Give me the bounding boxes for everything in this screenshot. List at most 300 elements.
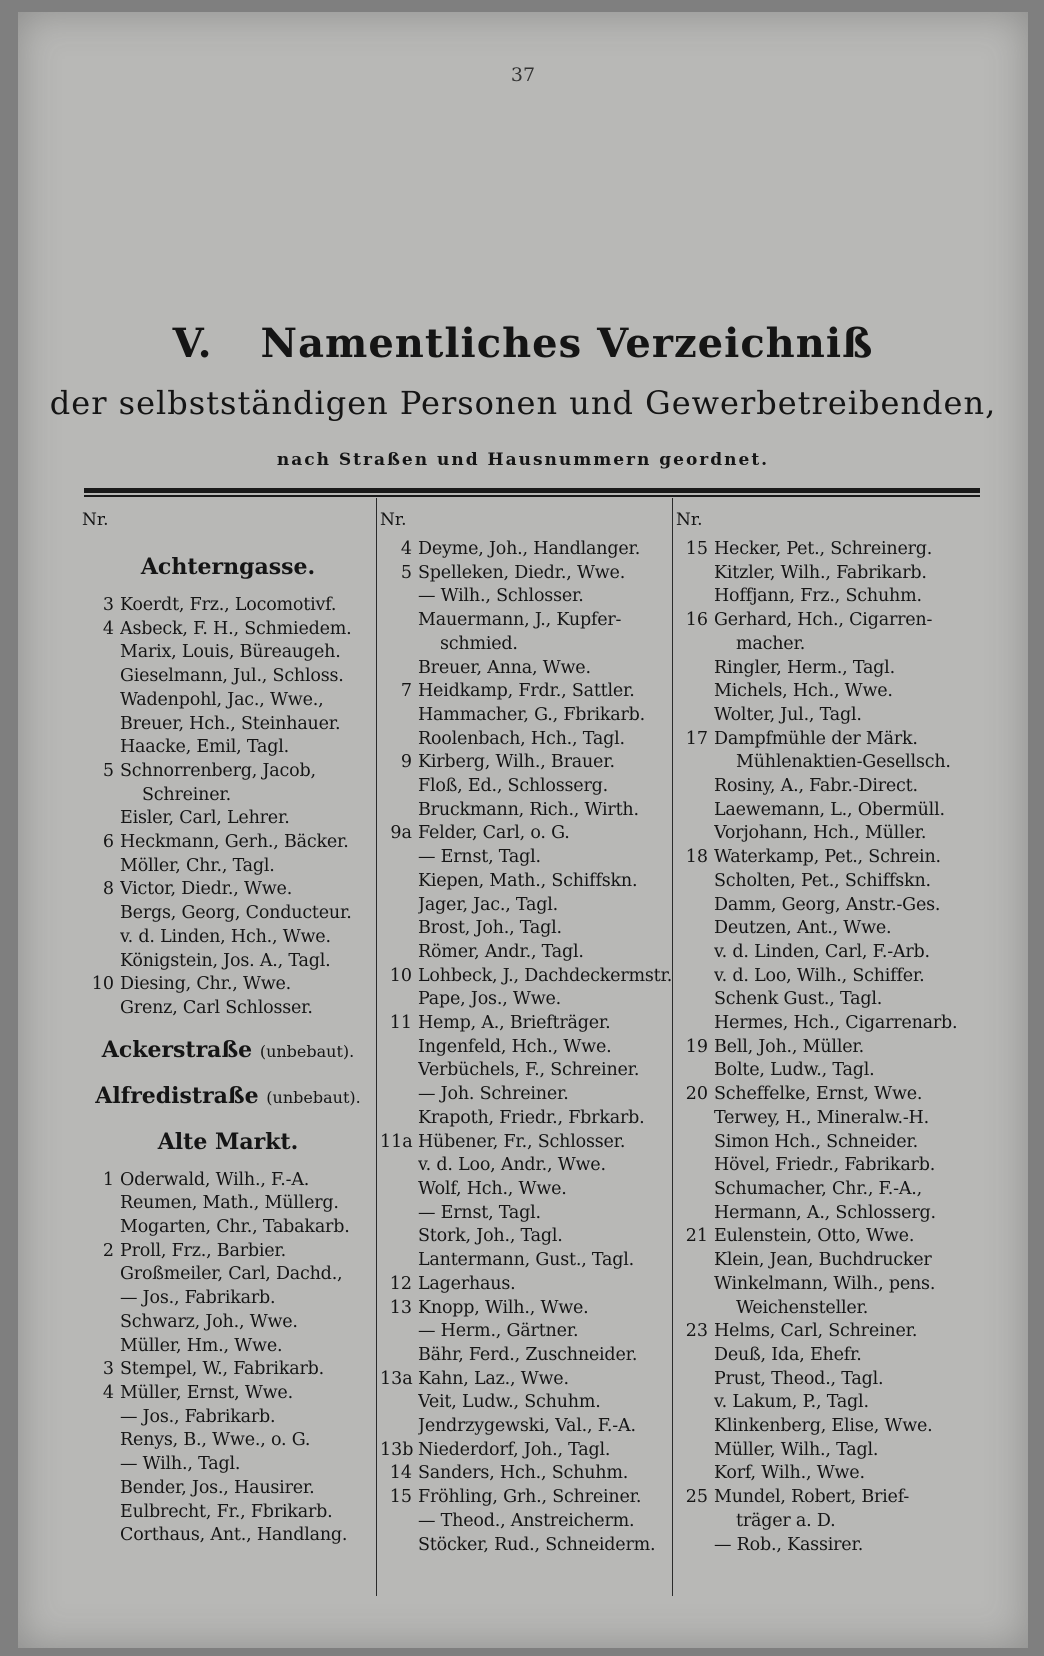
entry-text: Hermes, Hch., Cigarrenarb. bbox=[714, 1013, 958, 1034]
section-title-text: Namentliches Verzeichniß bbox=[260, 320, 874, 367]
house-number bbox=[380, 1534, 418, 1558]
house-number bbox=[82, 855, 120, 879]
directory-entry bbox=[82, 855, 374, 879]
house-number bbox=[676, 1059, 714, 1083]
house-number bbox=[380, 1415, 418, 1439]
column-3 bbox=[676, 508, 968, 1557]
directory-entry bbox=[82, 1169, 374, 1193]
house-number bbox=[82, 1406, 120, 1430]
directory-entry bbox=[380, 1154, 672, 1178]
directory-entry bbox=[676, 704, 968, 728]
column-divider bbox=[672, 498, 673, 1596]
entry-text: v. d. Linden, Carl, F.-Arb. bbox=[714, 941, 930, 962]
house-number bbox=[676, 1415, 714, 1439]
entry-text: Proll, Frz., Barbier. bbox=[120, 1240, 287, 1261]
house-number bbox=[380, 1510, 418, 1534]
house-number bbox=[82, 1263, 120, 1287]
directory-entry bbox=[82, 807, 374, 831]
directory-entry bbox=[676, 1249, 968, 1273]
house-number bbox=[82, 926, 120, 950]
house-number bbox=[676, 941, 714, 965]
directory-entry bbox=[380, 1344, 672, 1368]
house-number: 19 bbox=[685, 1036, 708, 1057]
entry-continuation bbox=[82, 784, 374, 808]
column-header: Nr. bbox=[676, 510, 703, 530]
house-number bbox=[380, 704, 418, 728]
entry-text: — Wilh., Schlosser. bbox=[418, 586, 584, 607]
entry-text: — Theod., Anstreicherm. bbox=[418, 1510, 635, 1531]
entry-text: — Joh. Schreiner. bbox=[418, 1084, 569, 1105]
house-number bbox=[380, 1107, 418, 1131]
entry-text: Schumacher, Chr., F.-A., bbox=[714, 1178, 923, 1199]
directory-entry bbox=[676, 941, 968, 965]
house-number: 12 bbox=[389, 1273, 412, 1294]
section-numeral: V. bbox=[172, 320, 213, 367]
directory-entry bbox=[676, 870, 968, 894]
entry-text: Römer, Andr., Tagl. bbox=[418, 941, 584, 962]
house-number: 13 bbox=[389, 1297, 412, 1318]
entry-text: Verbüchels, F., Schreiner. bbox=[418, 1060, 640, 1081]
entry-text: Hemp, A., Briefträger. bbox=[418, 1013, 611, 1034]
entry-text: Mühlenaktien-Gesellsch. bbox=[736, 752, 951, 773]
entry-text: Deutzen, Ant., Wwe. bbox=[714, 918, 892, 939]
house-number bbox=[676, 799, 714, 823]
house-number bbox=[380, 988, 418, 1012]
entry-text: Müller, Ernst, Wwe. bbox=[120, 1382, 293, 1403]
house-number bbox=[676, 870, 714, 894]
entry-text: v. d. Linden, Hch., Wwe. bbox=[120, 926, 331, 947]
directory-entry bbox=[82, 1477, 374, 1501]
entry-text: Scholten, Pet., Schiffskn. bbox=[714, 870, 931, 891]
entry-text: Deuß, Ida, Ehefr. bbox=[714, 1344, 862, 1365]
directory-entry bbox=[380, 1131, 672, 1155]
directory-entry bbox=[676, 1273, 968, 1297]
entry-text: Gieselmann, Jul., Schloss. bbox=[120, 666, 344, 687]
directory-entry bbox=[380, 870, 672, 894]
directory-entry bbox=[380, 775, 672, 799]
house-number bbox=[380, 585, 418, 609]
house-number bbox=[380, 657, 418, 681]
entry-text: Deyme, Joh., Handlanger. bbox=[418, 539, 641, 559]
directory-entry bbox=[380, 799, 672, 823]
entry-text: Stork, Joh., Tagl. bbox=[418, 1226, 563, 1247]
directory-entry bbox=[676, 894, 968, 918]
house-number: 4 bbox=[102, 618, 114, 639]
directory-entry bbox=[676, 1225, 968, 1249]
directory-entry bbox=[676, 585, 968, 609]
entry-text: — Jos., Fabrikarb. bbox=[120, 1406, 276, 1427]
house-number bbox=[380, 941, 418, 965]
house-number: 4 bbox=[400, 539, 412, 559]
entry-text: Dampfmühle der Märk. bbox=[714, 728, 918, 749]
entry-text: Hübener, Fr., Schlosser. bbox=[418, 1131, 626, 1152]
page-number: 37 bbox=[510, 64, 536, 86]
house-number bbox=[380, 633, 418, 657]
house-number: 13a bbox=[380, 1368, 413, 1389]
entry-continuation bbox=[676, 1510, 968, 1534]
house-number bbox=[82, 902, 120, 926]
entry-text: Felder, Carl, o. G. bbox=[418, 823, 570, 844]
house-number: 17 bbox=[685, 728, 708, 749]
entry-text: Wolter, Jul., Tagl. bbox=[714, 704, 862, 725]
directory-entry bbox=[676, 1415, 968, 1439]
directory-entry bbox=[380, 965, 672, 989]
house-number: 4 bbox=[102, 1382, 114, 1403]
house-number bbox=[380, 1225, 418, 1249]
entry-text: — Herm., Gärtner. bbox=[418, 1321, 579, 1342]
entry-text: Veit, Ludw., Schuhm. bbox=[418, 1392, 601, 1413]
column-header: Nr. bbox=[82, 510, 109, 530]
house-number bbox=[380, 1178, 418, 1202]
entry-text: Lohbeck, J., Dachdeckermstr. bbox=[418, 965, 672, 986]
directory-entry bbox=[380, 917, 672, 941]
directory-entry bbox=[676, 1534, 968, 1558]
directory-entry bbox=[380, 1439, 672, 1463]
house-number bbox=[676, 1439, 714, 1463]
directory-entry bbox=[380, 609, 672, 633]
house-number bbox=[380, 894, 418, 918]
house-number: 5 bbox=[400, 562, 412, 583]
house-number bbox=[380, 1249, 418, 1273]
directory-entry bbox=[676, 775, 968, 799]
entry-text: Heidkamp, Frdr., Sattler. bbox=[418, 681, 635, 702]
directory-entry bbox=[380, 1273, 672, 1297]
entry-text: Mogarten, Chr., Tabakarb. bbox=[120, 1217, 350, 1238]
house-number bbox=[82, 807, 120, 831]
entry-text: Niederdorf, Joh., Tagl. bbox=[418, 1439, 611, 1460]
section-subtitle: der selbstständigen Personen und Gewerbetreibenden, bbox=[49, 384, 997, 422]
entry-text: Kirberg, Wilh., Brauer. bbox=[418, 752, 615, 773]
street-heading bbox=[82, 1035, 374, 1067]
directory-entry bbox=[380, 1202, 672, 1226]
entry-text: Klinkenberg, Elise, Wwe. bbox=[714, 1416, 933, 1437]
entry-text: — Wilh., Tagl. bbox=[120, 1454, 241, 1475]
house-number: 18 bbox=[685, 847, 708, 868]
house-number bbox=[82, 689, 120, 713]
house-number: 23 bbox=[685, 1321, 708, 1342]
directory-entry bbox=[380, 1059, 672, 1083]
entry-text: Jager, Jac., Tagl. bbox=[418, 894, 559, 915]
directory-entry bbox=[82, 1382, 374, 1406]
directory-entry bbox=[82, 760, 374, 784]
entry-text: Bolte, Ludw., Tagl. bbox=[714, 1060, 875, 1081]
directory-entry bbox=[676, 1178, 968, 1202]
house-number bbox=[676, 917, 714, 941]
directory-entry bbox=[676, 1368, 968, 1392]
directory-entry bbox=[82, 1263, 374, 1287]
directory-entry bbox=[380, 1320, 672, 1344]
entry-text: Wadenpohl, Jac., Wwe., bbox=[120, 689, 324, 710]
directory-entry bbox=[82, 1429, 374, 1453]
entry-text: Michels, Hch., Wwe. bbox=[714, 681, 893, 702]
street-name: Achterngasse. bbox=[140, 554, 316, 580]
directory-entry bbox=[82, 713, 374, 737]
house-number: 7 bbox=[400, 681, 412, 702]
house-number bbox=[380, 1320, 418, 1344]
house-number bbox=[82, 1477, 120, 1501]
entry-text: Brost, Joh., Tagl. bbox=[418, 918, 562, 939]
house-number: 11a bbox=[380, 1131, 413, 1152]
house-number bbox=[380, 728, 418, 752]
entry-text: Diesing, Chr., Wwe. bbox=[120, 974, 292, 995]
entry-text: Mundel, Robert, Brief- bbox=[714, 1487, 910, 1508]
house-number bbox=[676, 1154, 714, 1178]
street-note: (unbebaut). bbox=[266, 1087, 361, 1107]
directory-entry bbox=[380, 1415, 672, 1439]
house-number bbox=[82, 1453, 120, 1477]
entry-text: Spelleken, Diedr., Wwe. bbox=[418, 562, 626, 583]
directory-entry bbox=[380, 1534, 672, 1558]
house-number bbox=[82, 1192, 120, 1216]
entry-text: Knopp, Wilh., Wwe. bbox=[418, 1297, 589, 1318]
entry-text: Bergs, Georg, Conducteur. bbox=[120, 903, 352, 924]
directory-entry bbox=[676, 917, 968, 941]
house-number bbox=[676, 965, 714, 989]
directory-entry bbox=[676, 1036, 968, 1060]
house-number bbox=[380, 917, 418, 941]
house-number: 9a bbox=[390, 823, 412, 844]
house-number bbox=[380, 846, 418, 870]
entry-text: Oderwald, Wilh., F.-A. bbox=[120, 1169, 310, 1190]
entry-text: Königstein, Jos. A., Tagl. bbox=[120, 950, 331, 971]
entry-text: Lagerhaus. bbox=[418, 1273, 516, 1294]
entry-text: Terwey, H., Mineralw.-H. bbox=[714, 1107, 929, 1128]
street-heading bbox=[82, 552, 374, 582]
entry-text: Schreiner. bbox=[142, 784, 232, 805]
directory-entry bbox=[676, 846, 968, 870]
house-number: 21 bbox=[685, 1226, 708, 1247]
house-number bbox=[676, 1297, 714, 1321]
directory-entry bbox=[676, 538, 968, 562]
house-number bbox=[676, 1202, 714, 1226]
house-number bbox=[676, 775, 714, 799]
house-number: 15 bbox=[389, 1487, 412, 1508]
column-divider bbox=[376, 498, 377, 1596]
house-number bbox=[676, 751, 714, 775]
house-number bbox=[676, 1462, 714, 1486]
entry-text: Koerdt, Frz., Locomotivf. bbox=[120, 595, 337, 615]
entry-text: Müller, Wilh., Tagl. bbox=[714, 1439, 879, 1460]
directory-entry bbox=[380, 728, 672, 752]
section-subsubtitle: nach Straßen und Hausnummern geordnet. bbox=[276, 450, 770, 470]
directory-entry bbox=[82, 689, 374, 713]
directory-entry bbox=[82, 1287, 374, 1311]
directory-entry bbox=[676, 1107, 968, 1131]
entry-continuation bbox=[676, 1297, 968, 1321]
entry-text: Laewemann, L., Obermüll. bbox=[714, 799, 945, 820]
entry-text: Weichensteller. bbox=[736, 1297, 869, 1318]
entry-text: Korf, Wilh., Wwe. bbox=[714, 1463, 865, 1484]
house-number bbox=[676, 1534, 714, 1558]
directory-entry bbox=[380, 657, 672, 681]
house-number bbox=[676, 657, 714, 681]
entry-text: Gerhard, Hch., Cigarren- bbox=[714, 610, 933, 631]
directory-entry bbox=[676, 1486, 968, 1510]
house-number: 8 bbox=[102, 879, 114, 900]
entry-text: Renys, B., Wwe., o. G. bbox=[120, 1430, 311, 1451]
house-number bbox=[676, 822, 714, 846]
directory-entry bbox=[380, 1249, 672, 1273]
house-number bbox=[676, 1107, 714, 1131]
entry-text: Reumen, Math., Müllerg. bbox=[120, 1193, 339, 1214]
house-number bbox=[380, 1083, 418, 1107]
directory-entry bbox=[676, 562, 968, 586]
entry-text: — Jos., Fabrikarb. bbox=[120, 1288, 276, 1309]
directory-entry bbox=[82, 1453, 374, 1477]
entry-text: Kahn, Laz., Wwe. bbox=[418, 1368, 569, 1389]
house-number bbox=[676, 1249, 714, 1273]
entry-text: Roolenbach, Hch., Tagl. bbox=[418, 728, 625, 749]
house-number: 15 bbox=[685, 539, 708, 559]
directory-entry bbox=[676, 1154, 968, 1178]
directory-entry bbox=[380, 751, 672, 775]
entry-text: Simon Hch., Schneider. bbox=[714, 1131, 919, 1152]
entry-text: v. d. Loo, Wilh., Schiffer. bbox=[714, 965, 925, 986]
directory-entry bbox=[380, 680, 672, 704]
entry-text: — Ernst, Tagl. bbox=[418, 847, 541, 868]
house-number bbox=[82, 1429, 120, 1453]
house-number bbox=[82, 1524, 120, 1548]
directory-entry bbox=[82, 950, 374, 974]
directory-entry bbox=[380, 1178, 672, 1202]
directory-entry bbox=[380, 562, 672, 586]
house-number bbox=[82, 641, 120, 665]
house-number bbox=[676, 1178, 714, 1202]
directory-entry bbox=[676, 1391, 968, 1415]
entry-continuation bbox=[676, 751, 968, 775]
house-number bbox=[82, 997, 120, 1021]
directory-entry bbox=[82, 1358, 374, 1382]
directory-entry bbox=[676, 1439, 968, 1463]
entry-text: Marix, Louis, Büreaugeh. bbox=[120, 642, 341, 663]
directory-entry bbox=[82, 736, 374, 760]
directory-entry bbox=[380, 1462, 672, 1486]
entry-text: Krapoth, Friedr., Fbrkarb. bbox=[418, 1107, 645, 1128]
house-number bbox=[676, 1510, 714, 1534]
house-number bbox=[676, 562, 714, 586]
house-number bbox=[82, 784, 120, 808]
street-name: Ackerstraße bbox=[101, 1036, 253, 1063]
directory-entry bbox=[380, 585, 672, 609]
entry-text: Stempel, W., Fabrikarb. bbox=[120, 1359, 324, 1380]
directory-entry bbox=[380, 1368, 672, 1392]
entry-text: Mauermann, J., Kupfer- bbox=[418, 610, 622, 631]
directory-entry bbox=[82, 594, 374, 618]
entry-text: Waterkamp, Pet., Schrein. bbox=[714, 847, 941, 868]
house-number: 10 bbox=[389, 965, 412, 986]
house-number: 3 bbox=[102, 595, 114, 615]
directory-entry bbox=[82, 902, 374, 926]
entry-text: Wolf, Hch., Wwe. bbox=[418, 1178, 567, 1199]
directory-entry bbox=[380, 1107, 672, 1131]
directory-entry bbox=[82, 665, 374, 689]
house-number bbox=[82, 1216, 120, 1240]
entry-continuation bbox=[676, 633, 968, 657]
entry-text: Hermann, A., Schlosserg. bbox=[714, 1202, 936, 1223]
column-1 bbox=[82, 508, 374, 1548]
house-number bbox=[380, 870, 418, 894]
directory-entry bbox=[380, 988, 672, 1012]
house-number bbox=[380, 799, 418, 823]
directory-entry bbox=[380, 1510, 672, 1534]
directory-entry bbox=[380, 822, 672, 846]
directory-entry bbox=[82, 973, 374, 997]
entry-text: schmied. bbox=[440, 633, 518, 654]
entry-text: Fröhling, Grh., Schreiner. bbox=[418, 1487, 642, 1508]
entry-text: Scheffelke, Ernst, Wwe. bbox=[714, 1084, 923, 1105]
house-number: 2 bbox=[102, 1240, 114, 1261]
directory-entry bbox=[380, 1486, 672, 1510]
house-number bbox=[380, 775, 418, 799]
house-number: 6 bbox=[102, 832, 114, 853]
house-number bbox=[380, 1391, 418, 1415]
entry-text: v. d. Loo, Andr., Wwe. bbox=[418, 1155, 606, 1176]
house-number bbox=[676, 1273, 714, 1297]
page bbox=[18, 12, 1028, 1648]
street-name: Alte Markt. bbox=[157, 1128, 299, 1155]
house-number bbox=[82, 950, 120, 974]
house-number bbox=[82, 1287, 120, 1311]
directory-entry bbox=[676, 609, 968, 633]
directory-entry bbox=[676, 1083, 968, 1107]
entry-text: Heckmann, Gerh., Bäcker. bbox=[120, 832, 349, 853]
house-number bbox=[82, 713, 120, 737]
entry-text: Stöcker, Rud., Schneiderm. bbox=[418, 1534, 656, 1555]
directory-entry bbox=[82, 1240, 374, 1264]
house-number bbox=[676, 1344, 714, 1368]
entry-text: Hammacher, G., Fbrikarb. bbox=[418, 704, 646, 725]
house-number bbox=[380, 1154, 418, 1178]
entry-text: Bruckmann, Rich., Wirth. bbox=[418, 799, 639, 820]
entry-text: Großmeiler, Carl, Dachd., bbox=[120, 1264, 343, 1285]
directory-entry bbox=[380, 846, 672, 870]
entry-text: — Rob., Kassirer. bbox=[714, 1534, 864, 1555]
entry-text: Bender, Jos., Hausirer. bbox=[120, 1477, 315, 1498]
house-number: 20 bbox=[685, 1084, 708, 1105]
directory-entry bbox=[380, 1012, 672, 1036]
entry-text: Eulenstein, Otto, Wwe. bbox=[714, 1226, 915, 1247]
house-number: 3 bbox=[102, 1359, 114, 1380]
entry-text: Jendrzygewski, Val., F.-A. bbox=[418, 1416, 636, 1437]
directory-entry bbox=[380, 1036, 672, 1060]
house-number: 9 bbox=[400, 752, 412, 773]
entry-text: Schwarz, Joh., Wwe. bbox=[120, 1311, 298, 1332]
column-2 bbox=[380, 508, 672, 1557]
directory-entry bbox=[82, 641, 374, 665]
house-number bbox=[676, 1131, 714, 1155]
directory-entry bbox=[82, 1311, 374, 1335]
entry-text: Corthaus, Ant., Handlang. bbox=[120, 1525, 348, 1546]
directory-entry bbox=[676, 988, 968, 1012]
directory-entry bbox=[82, 831, 374, 855]
entry-text: Kiepen, Math., Schiffskn. bbox=[418, 870, 638, 891]
entry-text: Hövel, Friedr., Fabrikarb. bbox=[714, 1155, 936, 1176]
house-number bbox=[676, 680, 714, 704]
entry-text: macher. bbox=[736, 633, 806, 654]
house-number bbox=[380, 1344, 418, 1368]
house-number: 5 bbox=[102, 760, 114, 781]
house-number bbox=[676, 1368, 714, 1392]
entry-text: Floß, Ed., Schlosserg. bbox=[418, 776, 608, 797]
entry-text: Winkelmann, Wilh., pens. bbox=[714, 1273, 936, 1294]
entry-text: Bähr, Ferd., Zuschneider. bbox=[418, 1344, 638, 1365]
entry-text: Möller, Chr., Tagl. bbox=[120, 855, 275, 876]
entry-text: Hecker, Pet., Schreinerg. bbox=[714, 539, 933, 559]
directory-entry bbox=[676, 1320, 968, 1344]
street-name: Alfredistraße bbox=[95, 1082, 259, 1109]
entry-text: Klein, Jean, Buchdrucker bbox=[714, 1250, 932, 1271]
house-number: 14 bbox=[389, 1463, 412, 1484]
